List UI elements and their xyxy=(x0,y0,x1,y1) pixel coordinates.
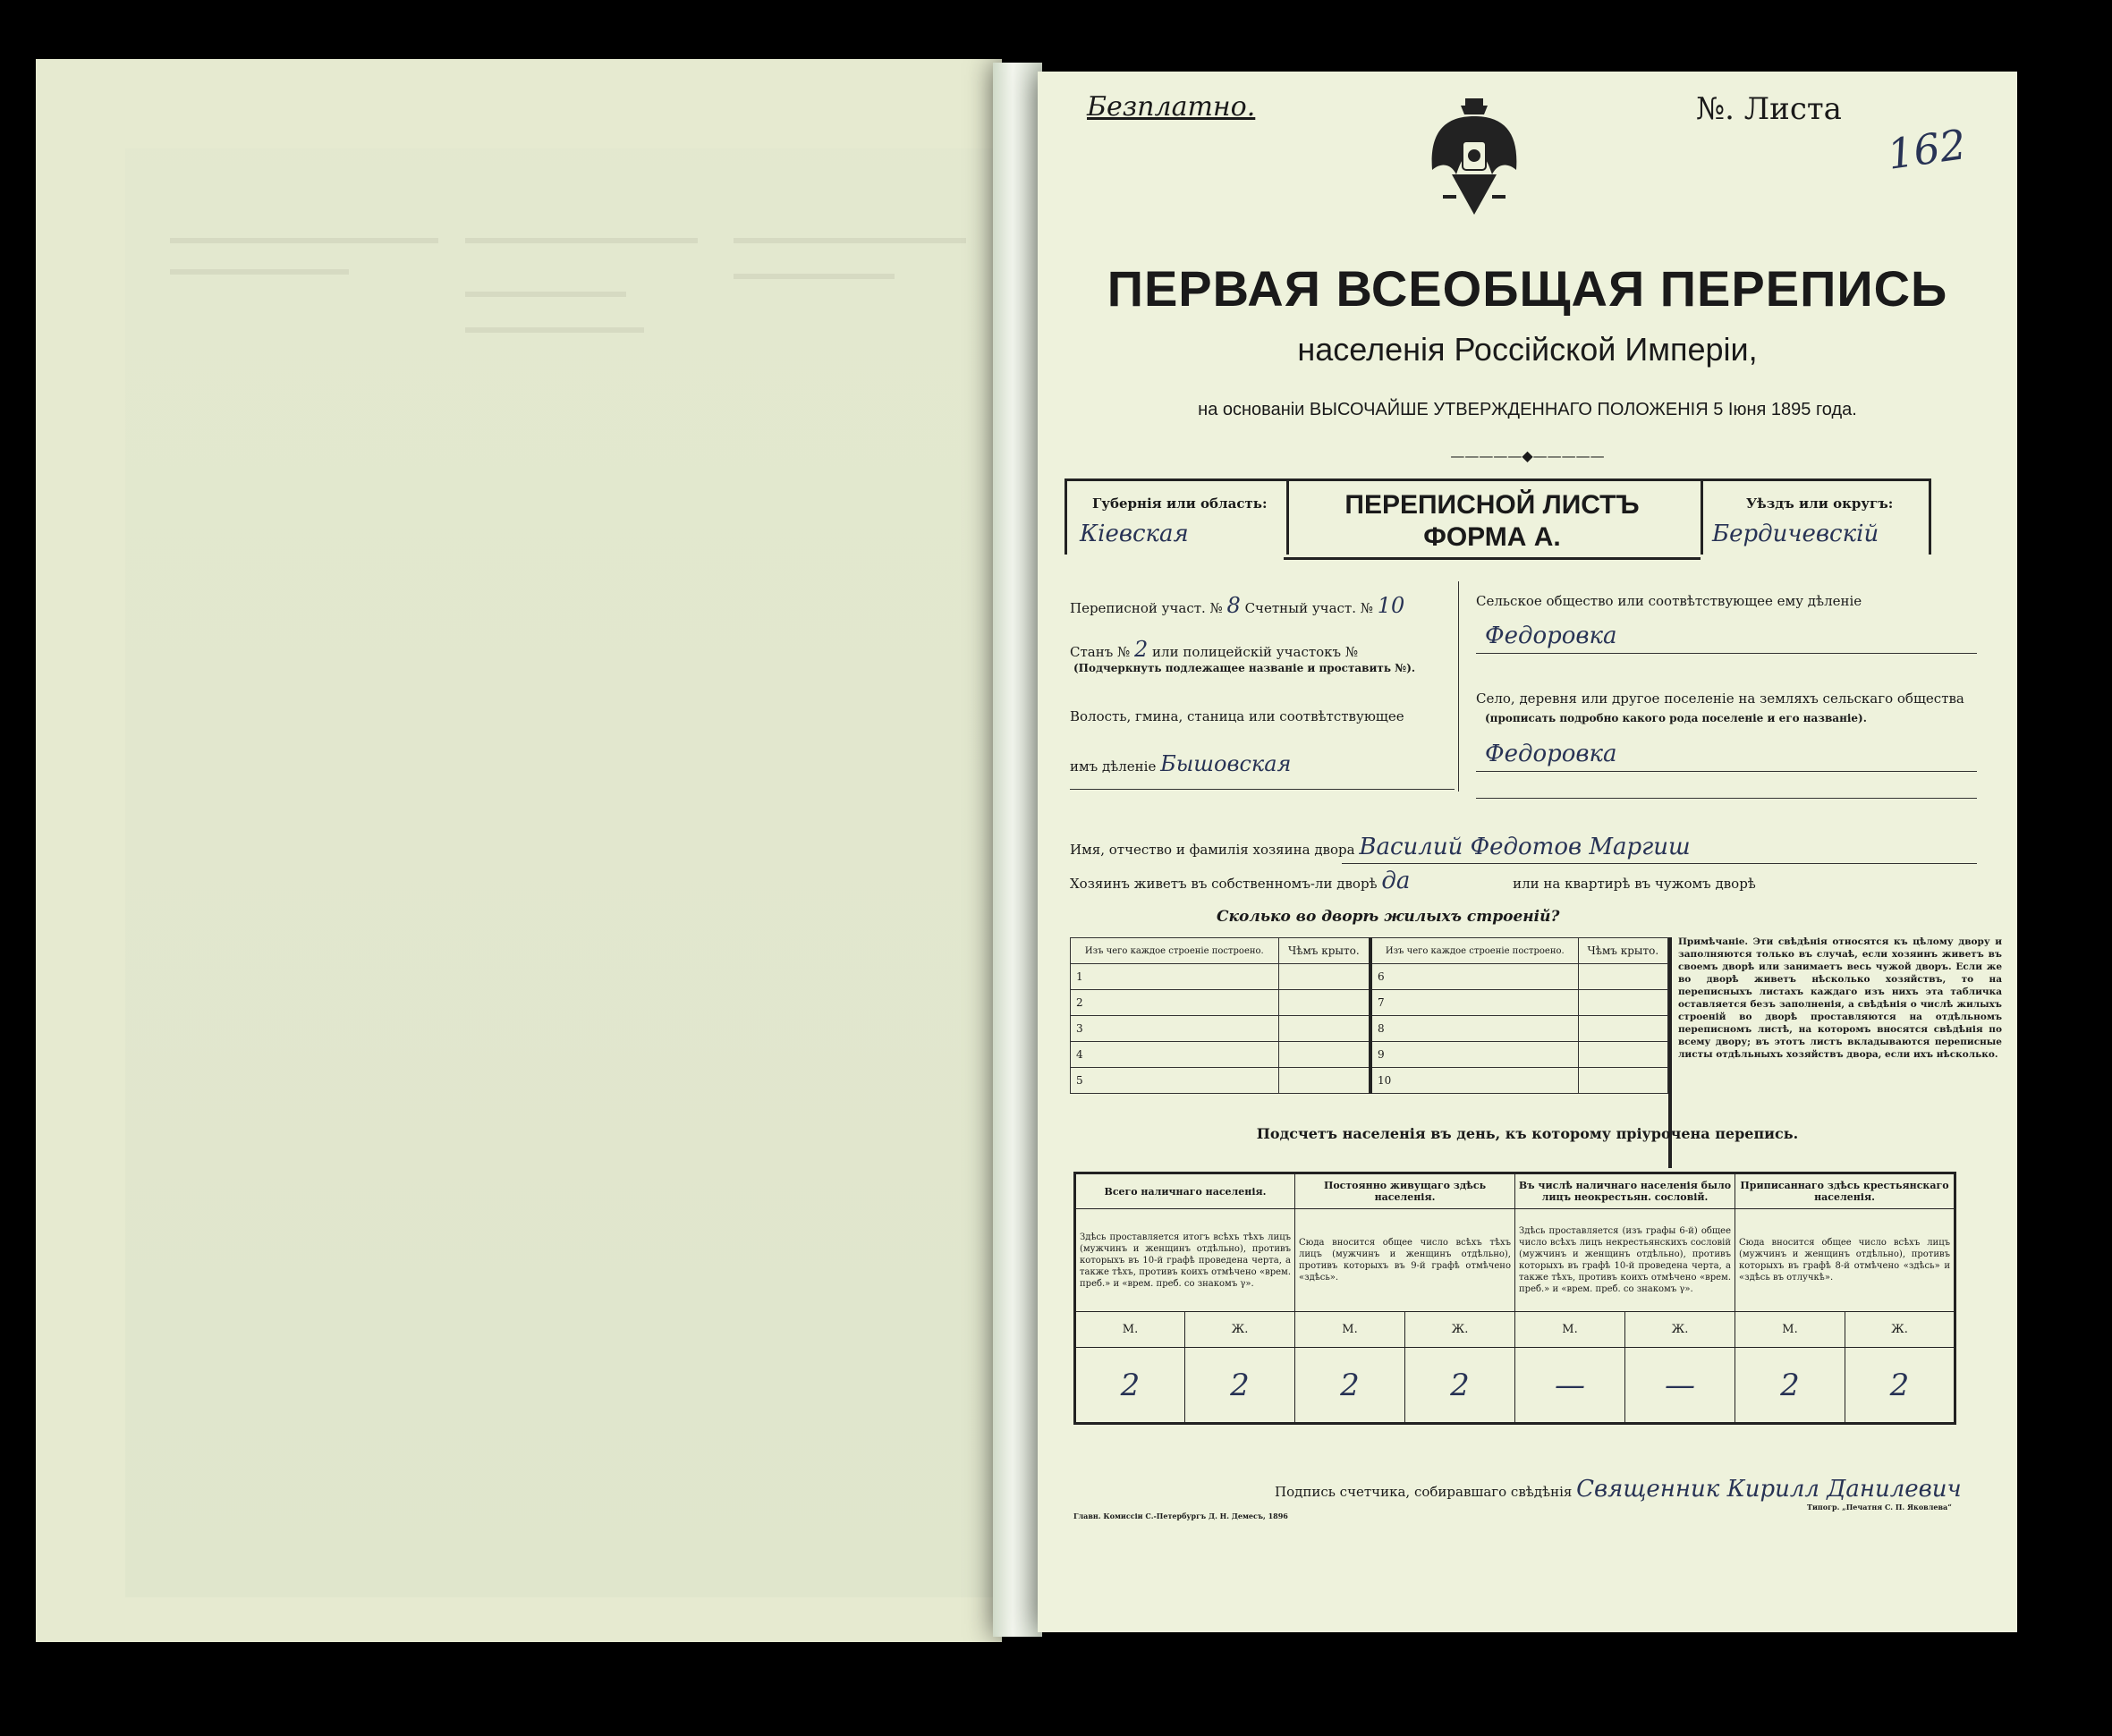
uezd-value: Бердичевскій xyxy=(1712,521,1879,547)
form-subtitle: населенія Россійской Имперіи, xyxy=(1297,331,1758,368)
buildings-table-left xyxy=(1070,937,1370,1094)
building-row-roof xyxy=(1278,1068,1369,1094)
buildings-material-header: Изъ чего каждое строеніе построено. xyxy=(1071,938,1279,964)
group-description: Здѣсь проставляется (изъ графы 6-й) общее число всѣхъ лицъ некрестьянскихъ сословій (мужчинъ и женщинъ отдѣльно), противъ которыхъ въ графѣ 10-й проведена черта, а также тѣхъ, противъ коихъ отмѣчено «врем. преб.» и «врем. преб. со знакомъ γ». xyxy=(1515,1209,1735,1312)
village-note: (прописать подробно какого рода поселеніе и его названіе). xyxy=(1485,712,1867,724)
bleed-through-mark xyxy=(734,238,966,243)
police-label: или полицейскій участокъ № xyxy=(1148,644,1359,660)
bleed-through-mark xyxy=(170,269,349,275)
form-legal-basis: на основаніи ВЫСОЧАЙШЕ УТВЕРЖДЕННАГО ПОЛОЖЕНІЯ 5 Іюня 1895 года. xyxy=(1198,400,1857,419)
footer-left-imprint: Главн. Комиссіи С.-Петербургъ Д. Н. Демесъ, 1896 xyxy=(1073,1512,1288,1520)
owner-rent-label: или на квартирѣ въ чужомъ дворѣ xyxy=(1508,876,1756,892)
male-count: — xyxy=(1515,1348,1625,1424)
sheet-number-label: №. Листа xyxy=(1696,91,1842,127)
owner-lives-label: Хозяинъ живетъ въ собственномъ-ли дворѣ xyxy=(1070,876,1382,892)
buildings-note: Примѣчаніе. Эти свѣдѣнія относятся къ цѣлому двору и заполняются только въ случаѣ, если хозяинъ живетъ въ своемъ дворѣ или занимаетъ весь чужой дворъ. Если же во дворѣ живетъ нѣсколько хозяйствъ, то на переписныхъ листахъ каждаго изъ нихъ эта табличка оставляется безъ заполненія, а свѣдѣнія о числѣ жилыхъ строеній во дворѣ проставляются на отдѣльномъ переписномъ листѣ, на которомъ вносятся свѣдѣнія по всему двору; въ этотъ листъ вкладываются переписные листы отдѣльныхъ хозяйствъ двора, если ихъ нѣсколько. xyxy=(1678,936,2002,1060)
building-row-number: 4 xyxy=(1071,1042,1279,1068)
building-row-roof xyxy=(1278,1016,1369,1042)
female-column-label: Ж. xyxy=(1845,1312,1955,1348)
female-column-label: Ж. xyxy=(1625,1312,1735,1348)
gubernia-value: Кіевская xyxy=(1080,521,1189,547)
signature-value: Священник Кирилл Данилевич xyxy=(1576,1476,1962,1503)
male-count: 2 xyxy=(1735,1348,1845,1424)
field-underline xyxy=(1070,789,1455,790)
female-count: 2 xyxy=(1845,1348,1955,1424)
census-district-value: 8 xyxy=(1226,593,1241,618)
building-row-number: 6 xyxy=(1370,964,1578,990)
field-underline xyxy=(1476,771,1977,772)
building-row-number: 10 xyxy=(1370,1068,1578,1094)
volost-label-line1: Волость, гмина, станица или соотвѣтствующее xyxy=(1070,708,1404,724)
footer-right-imprint: Типогр. „Печатня С. П. Яковлева“ xyxy=(1807,1503,1952,1512)
population-table xyxy=(1073,1172,1956,1425)
buildings-question: Сколько во дворѣ жилыхъ строеній? xyxy=(1217,908,1560,926)
census-district-field xyxy=(1070,593,1404,618)
group-description: Сюда вносится общее число всѣхъ тѣхъ лицъ (мужчинъ и женщинъ отдѣльно), противъ которыхъ въ 9-й графѣ отмѣчено «здѣсь». xyxy=(1295,1209,1515,1312)
building-row-number: 9 xyxy=(1370,1042,1578,1068)
left-page xyxy=(36,59,1002,1642)
building-row-roof xyxy=(1278,990,1369,1016)
male-column-label: М. xyxy=(1515,1312,1625,1348)
village-value: Федоровка xyxy=(1485,741,1617,767)
field-underline xyxy=(1476,653,1977,654)
book-spine xyxy=(993,63,1042,1637)
uezd-box xyxy=(1701,478,1931,555)
field-underline xyxy=(1342,863,1977,864)
bleed-through-mark xyxy=(170,238,438,243)
form-title-line2: ФОРМА А. xyxy=(1423,522,1561,552)
group-description: Здѣсь проставляется итогъ всѣхъ тѣхъ лицъ (мужчинъ и женщинъ отдѣльно), противъ которыхъ въ 10-й графѣ проведена черта, а также тѣхъ, противъ коихъ отмѣчено «врем. преб.» и «врем. преб. со знакомъ γ». xyxy=(1075,1209,1295,1312)
buildings-roof-header: Чѣмъ крыто. xyxy=(1278,938,1369,964)
bleed-through-mark xyxy=(465,238,698,243)
left-page-bleed-area xyxy=(125,148,1020,1597)
imperial-eagle-icon xyxy=(1425,89,1523,224)
group-header: Всего наличнаго населенія. xyxy=(1075,1173,1295,1209)
building-row-roof xyxy=(1578,990,1667,1016)
form-title-box xyxy=(1284,478,1701,560)
female-count: 2 xyxy=(1405,1348,1515,1424)
counting-district-label: Счетный участ. № xyxy=(1240,600,1378,616)
form-main-title: ПЕРВАЯ ВСЕОБЩАЯ ПЕРЕПИСЬ xyxy=(1107,260,1948,317)
stan-field xyxy=(1070,637,1358,662)
female-count: — xyxy=(1625,1348,1735,1424)
free-label: Безплатно. xyxy=(1087,91,1256,123)
female-column-label: Ж. xyxy=(1405,1312,1515,1348)
group-header: Постоянно живущаго здѣсь населенія. xyxy=(1295,1173,1515,1209)
census-form-page xyxy=(1038,72,2017,1632)
counting-district-value: 10 xyxy=(1377,593,1405,618)
sheet-number-value: 162 xyxy=(1884,120,1970,179)
stan-value: 2 xyxy=(1134,637,1149,662)
owner-name-field xyxy=(1070,834,1691,860)
owner-lives-value: да xyxy=(1381,868,1411,894)
owner-name-value: Василий Федотов Маргиш xyxy=(1359,834,1691,860)
gubernia-label: Губернія или область: xyxy=(1092,495,1268,512)
group-description: Сюда вносится общее число всѣхъ лицъ (мужчинъ и женщинъ отдѣльно), противъ которыхъ въ графѣ 8-й отмѣчено «здѣсь» и «здѣсь въ отлучкѣ». xyxy=(1735,1209,1955,1312)
decorative-flourish: —————◆————— xyxy=(1450,447,1605,464)
male-column-label: М. xyxy=(1295,1312,1405,1348)
field-underline xyxy=(1476,798,1977,799)
column-divider xyxy=(1458,581,1459,792)
group-header: Приписаннаго здѣсь крестьянскаго населенія. xyxy=(1735,1173,1955,1209)
buildings-table-right xyxy=(1369,937,1668,1094)
building-row-number: 5 xyxy=(1071,1068,1279,1094)
uezd-label: Уѣздъ или округъ: xyxy=(1746,495,1894,512)
owner-name-label: Имя, отчество и фамилія хозяина двора xyxy=(1070,842,1360,858)
bleed-through-mark xyxy=(465,327,644,333)
building-row-roof xyxy=(1578,1068,1667,1094)
building-row-number: 2 xyxy=(1071,990,1279,1016)
group-header: Въ числѣ наличнаго населенія было лицъ неокрестьян. сословій. xyxy=(1515,1173,1735,1209)
stan-label: Станъ № xyxy=(1070,644,1134,660)
building-row-roof xyxy=(1278,964,1369,990)
society-value: Федоровка xyxy=(1485,622,1617,649)
signature-label: Подпись счетчика, собиравшаго свѣдѣнія xyxy=(1275,1484,1577,1500)
male-column-label: М. xyxy=(1075,1312,1185,1348)
female-count: 2 xyxy=(1185,1348,1295,1424)
bleed-through-mark xyxy=(465,292,626,297)
police-note: (Подчеркнуть подлежащее названіе и проставить №). xyxy=(1073,662,1416,674)
female-column-label: Ж. xyxy=(1185,1312,1295,1348)
building-row-number: 8 xyxy=(1370,1016,1578,1042)
building-row-roof xyxy=(1578,1016,1667,1042)
population-title: Подсчетъ населенія въ день, къ которому пріурочена перепись. xyxy=(1256,1125,1799,1142)
owner-lives-field xyxy=(1070,868,1756,894)
building-row-number: 1 xyxy=(1071,964,1279,990)
society-label: Сельское общество или соотвѣтствующее ему дѣленіе xyxy=(1476,593,1862,609)
buildings-roof-header: Чѣмъ крыто. xyxy=(1578,938,1667,964)
building-row-number: 3 xyxy=(1071,1016,1279,1042)
buildings-material-header: Изъ чего каждое строеніе построено. xyxy=(1370,938,1578,964)
building-row-roof xyxy=(1578,1042,1667,1068)
volost-label-line2: имъ дѣленіе xyxy=(1070,758,1161,775)
census-district-label: Переписной участ. № xyxy=(1070,600,1227,616)
form-title-line1: ПЕРЕПИСНОЙ ЛИСТЪ xyxy=(1344,490,1640,520)
male-column-label: М. xyxy=(1735,1312,1845,1348)
volost-field xyxy=(1070,751,1291,776)
building-row-roof xyxy=(1578,964,1667,990)
village-label: Село, деревня или другое поселеніе на земляхъ сельскаго общества xyxy=(1476,690,1964,707)
signature-field xyxy=(1275,1476,1962,1503)
building-row-roof xyxy=(1278,1042,1369,1068)
gubernia-box xyxy=(1064,478,1289,555)
male-count: 2 xyxy=(1295,1348,1405,1424)
male-count: 2 xyxy=(1075,1348,1185,1424)
bleed-through-mark xyxy=(734,274,895,279)
building-row-number: 7 xyxy=(1370,990,1578,1016)
volost-value: Бышовская xyxy=(1160,751,1292,776)
